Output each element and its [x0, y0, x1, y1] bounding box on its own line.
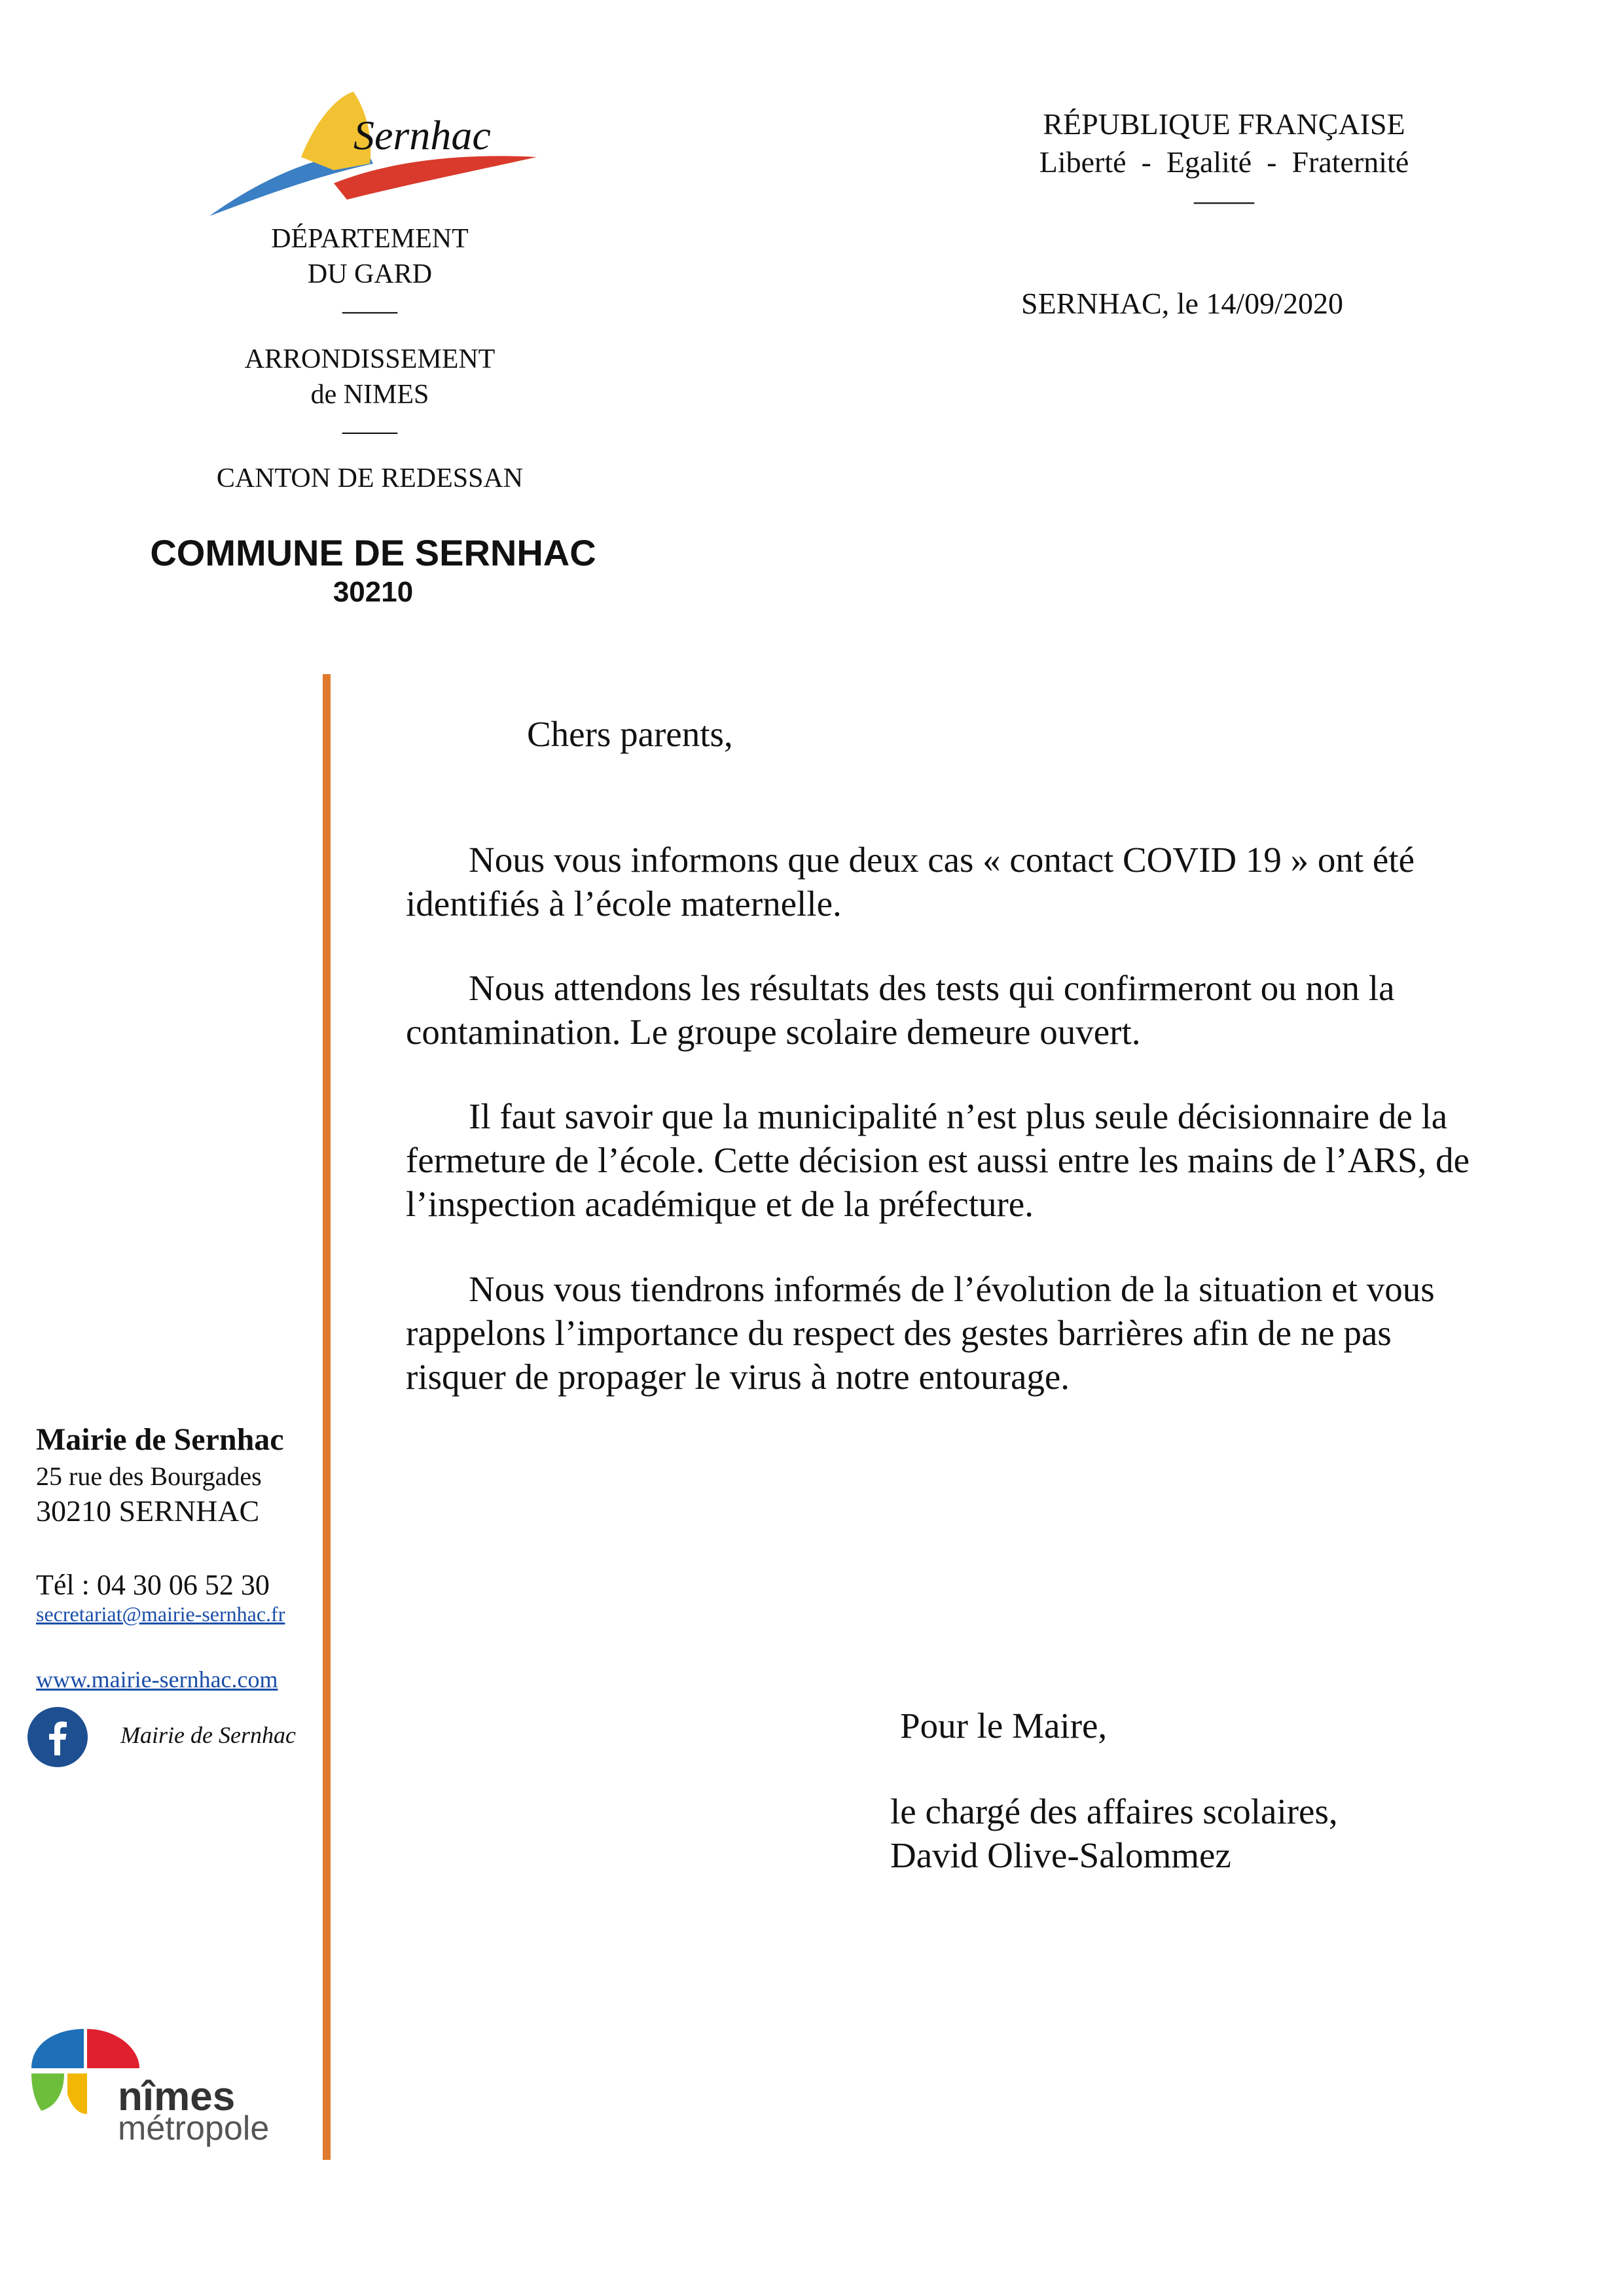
org-name: Mairie de Sernhac [36, 1422, 284, 1457]
website-link[interactable]: www.mairie-sernhac.com [36, 1666, 278, 1693]
postal-code: 30210 [333, 576, 414, 608]
metropole-line1: nîmes [118, 2074, 236, 2119]
address-line2: 30210 SERNHAC [36, 1494, 260, 1528]
signer-name: David Olive-Salommez [890, 1835, 1231, 1875]
devise: Liberté - Egalité - Fraternité [1039, 145, 1409, 179]
address-line1: 25 rue des Bourgades [36, 1462, 262, 1491]
metropole-line2: métropole [118, 2109, 270, 2147]
phone: Tél : 04 30 06 52 30 [36, 1569, 270, 1601]
separator: —— [342, 416, 397, 446]
separator: —— [1194, 183, 1254, 217]
paragraph: Nous attendons les résultats des tests qui confirmeront ou non la contamination. Le groupe scolaire demeure ouvert. [406, 968, 1395, 1052]
facebook-icon[interactable] [27, 1707, 88, 1767]
departement-line2: DU GARD [307, 259, 433, 289]
signer-role: le chargé des affaires scolaires, [890, 1791, 1338, 1831]
email-link[interactable]: secretariat@mairie-sernhac.fr [36, 1602, 285, 1626]
paragraph: Nous vous informons que deux cas « contact COVID 19 » ont été identifiés à l’école maternelle. [406, 840, 1415, 924]
paragraph: Nous vous tiendrons informés de l’évolution de la situation et vous rappelons l’importance du respect des gestes barrières afin de ne pas risquer de propager le virus à notre entourage. [406, 1269, 1435, 1397]
greeting: Chers parents, [527, 714, 733, 754]
closing: Pour le Maire, [900, 1706, 1108, 1746]
facebook-label: Mairie de Sernhac [120, 1722, 296, 1748]
republique: RÉPUBLIQUE FRANÇAISE [1043, 107, 1405, 141]
canton: CANTON DE REDESSAN [216, 463, 524, 493]
arrondissement-line1: ARRONDISSEMENT [244, 344, 496, 374]
separator: —— [342, 296, 397, 326]
date-line: SERNHAC, le 14/09/2020 [1021, 287, 1343, 320]
paragraph: Il faut savoir que la municipalité n’est plus seule décisionnaire de la fermeture de l’école. Cette décision est aussi entre les mains de l’ARS, de l’inspection académique et de la préfecture. [406, 1096, 1470, 1224]
departement-line1: DÉPARTEMENT [271, 224, 469, 254]
logo-text: Sernhac [353, 112, 491, 158]
accent-bar [323, 674, 331, 2160]
commune-title: COMMUNE DE SERNHAC [150, 532, 596, 573]
arrondissement-line2: de NIMES [310, 380, 429, 410]
